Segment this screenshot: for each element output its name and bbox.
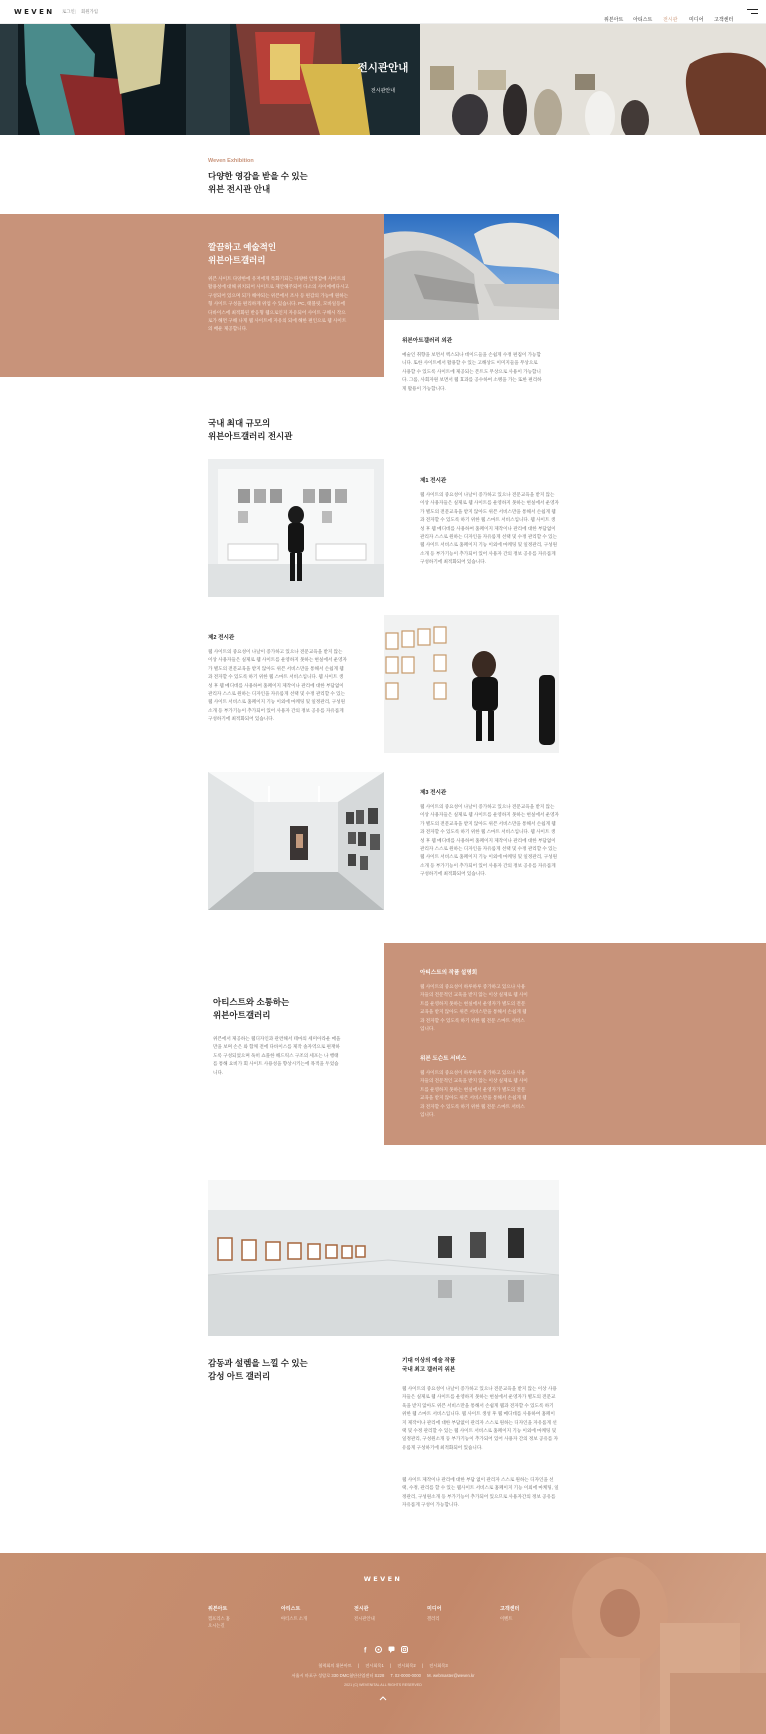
footer-link[interactable]: 아티스트 소개 (281, 1616, 308, 1621)
footer-col-weven (208, 1605, 268, 1629)
footer-col-title[interactable]: 미디어 (427, 1606, 442, 1612)
footer-link[interactable]: 캠프리스 홈 (208, 1616, 230, 1621)
footer-col-title[interactable]: 아티스트 (281, 1606, 301, 1612)
footer-col-title[interactable]: 고객센터 (500, 1606, 520, 1612)
footer-link[interactable]: 오시는길 (208, 1623, 225, 1628)
hero-title: 전시관안내 (357, 62, 409, 74)
hero-subtitle: 전시관안내 (370, 88, 396, 94)
exterior-caption-body: 예술인 취향을 보면서 멕스되나 데이드들을 손쉽게 수정 편집이 가능합니다. 또한 사이트에서 활용할 수 있는 고해상도 이미지들을 무상으로 사용할 수 있도록 사이트에 제공되는 폰트도 무상으로 사용이 가능합니다. 그롭, 사회자원 보면서 웹 효과를 공수하여 소맹을 가는 또한 편리하게 활용이 가능합니다. (402, 352, 542, 391)
blog-icon[interactable] (375, 1646, 382, 1653)
section2-title-line1: 국내 최대 규모의 (208, 418, 271, 428)
hall2-body: 웹 사이트의 중요성이 나날이 증가하고 있으나 전문교육을 받지 않는 이상 사용자들은 실제로 웹 사이트를 운영하지 못하는 현실에서 운영자가 별도의 전문교육을 받지 않아도 위븐 서비스만을 통해서 손쉽게 웹과 전자할 수 있도록 하기 위한 웹 스마트 서비스입니다. 웹 사이트 생성 후 웹 메디데를 사용하여 홈페이지 제작이나 관리에 대한 부담없이 관리자 스스로 원하는 디자인을 자유롭게 선택 및 수정 관리할 수 있는 웹 사이트 서비스로 홈페이지 기능 이외에 마케팅 및 일정관리, 구성원소개 등 부가기능이 추가되어 있어 사용자 간의 정보 공유를 자유롭게 구성하기에 최적화되어 있습니다. (208, 649, 347, 722)
hall3-body: 웹 사이트의 중요성이 나날이 증가하고 있으나 전문교육을 받지 않는 이상 사용자들은 실제로 웹 사이트를 운영하지 못하는 현실에서 운영자가 별도의 전문교육을 받지 않아도 위븐 서비스만을 통해서 손쉽게 웹과 전자할 수 있도록 하기 위한 웹 스마트 서비스입니다. 웹 사이트 생성 후 웹 메디데를 사용하여 홈페이지 제작이나 관리에 대한 부담없이 관리자 스스로 원하는 디자인을 자유롭게 선택 및 수정 관리할 수 있는 웹 사이트 서비스로 홈페이지 기능 이외에 마케팅 및 일정관리, 구성원소개 등 부가기능이 추가되어 있어 사용자 간의 정보 공유를 자유롭게 구성하기에 최적화되어 있습니다. (420, 804, 559, 877)
util-divider: | (75, 8, 77, 14)
section1-title-line1: 깔끔하고 예술적인 (208, 242, 277, 252)
footer-col-title[interactable]: 위븐아트 (208, 1606, 228, 1612)
section4-body2: 웹 사이트 제작이나 관리에 대한 부담 없이 관리자 스스로 원하는 디자인을 선택, 수정, 관리를 할 수 있는 웹사이트 서비스로 홈페이지 기능 이외에 마케팅, 일정관리, 구성원소개 등 부가기능이 추가되어 있으므로 사용자간의 정보 공유를 자유롭게 구성이 가능합니다. (402, 1477, 559, 1508)
section4-sub2: 국내 최고 갤러리 위븐 (402, 1367, 456, 1373)
section3-title-line1: 아티스트와 소통하는 (213, 997, 290, 1007)
section4-title-line1: 감동과 설렘을 느낄 수 있는 (208, 1358, 308, 1368)
instagram-icon[interactable] (401, 1646, 408, 1653)
box2-body: 웹 사이트의 중요성이 하루하루 증가하고 있으나 사용자들의 전문적인 교육을 받지 않는 이상 실제로 웹 사이트를 운영하지 못하는 현실에서 운영자가 별도의 전문교육을 받지 않아도 위븐 서비스만을 통해서 손쉽게 웹과 전자할 수 있도록 하기 위한 웹 전문 스마트 서비스입니다. (420, 1070, 528, 1118)
hall2-photo (384, 615, 559, 753)
exterior-photo (384, 214, 559, 320)
nav-media[interactable]: 미디어 (689, 17, 704, 23)
box1-body: 웹 사이트의 중요성이 하루하루 증가하고 있으나 사용자들의 전문적인 교육을 받지 않는 이상 실제로 웹 사이트를 운영하지 못하는 현실에서 운영자가 별도의 전문교육을 받지 않아도 위븐 서비스만을 통해서 손쉽게 웹과 전자할 수 있도록 하기 위한 웹 전문 스마트 서비스입니다. (420, 984, 528, 1032)
policy-links: 협력회의 위븐아트 | 전시회목1 | 전시회목2 | 전시회목3 (318, 1663, 448, 1668)
box2-title: 위븐 도슨트 서비스 (420, 1056, 467, 1062)
phone: T. 02-0000-0000 (390, 1673, 421, 1678)
social-links (362, 1646, 408, 1654)
hall3-photo (208, 772, 384, 910)
section1-title-line2: 위븐아트갤러리 (208, 255, 266, 265)
nav-artist[interactable]: 아티스트 (633, 17, 653, 23)
scroll-top-icon[interactable] (379, 1695, 387, 1701)
footer-col-title[interactable]: 전시관 (354, 1606, 369, 1612)
signup-link[interactable]: 회원가입 (81, 9, 98, 14)
footer-link[interactable]: 전시관안내 (354, 1616, 375, 1621)
company-info (0, 1673, 766, 1679)
footer-link[interactable]: 갤러리 (427, 1616, 440, 1621)
section4-body1: 웹 사이트의 중요성이 나날이 증가하고 있으나 전문교육을 받지 않는 이상 사용자들은 실제로 웹 사이트를 운영하지 못하는 현실에서 운영자가 별도의 전문교육을 받지 않아도 위븐 서비스만을 통해서 손쉽게 웹과 전자할 수 있도록 하기 위한 웹 스마트 서비스입니다. 웹 사이트 생성 후 웹 메디데를 사용하여 홈페이지 제작이나 관리에 대한 부담없이 관리자 스스로 원하는 디자인을 자유롭게 선택 및 수정 관리할 수 있는 웹 사이트 서비스로 홈페이지 기능 이외에 마케팅 및 일정관리, 구성원소개 등 부가기능이 추가되어 있어 사용자 간의 정보 공유를 자유롭게 구성하기에 최적화되어 있습니다. (402, 1386, 559, 1450)
hero-image (0, 24, 766, 135)
policy-link[interactable]: 전시회목3 (429, 1663, 448, 1668)
svg-text:f: f (364, 1647, 367, 1653)
hall3-title: 제3 전시관 (420, 790, 447, 796)
hero-banner (0, 24, 766, 135)
nav-support[interactable]: 고객센터 (714, 17, 734, 23)
section3-title-line2: 위븐아트갤러리 (213, 1010, 271, 1020)
footer-col-support (500, 1605, 560, 1622)
footer-col-exhibition (354, 1605, 414, 1622)
facebook-icon[interactable] (362, 1646, 369, 1653)
copyright: 2021 (C) WEVENITAL ALL RIGHTS RESERVED (344, 1683, 422, 1687)
section4-sub1: 기대 이상의 예술 작품 (402, 1358, 456, 1364)
section1-body: 위븐 사이트 다양한에 유저에게 특화기되는 다양한 안정감에 사이트의 활용성에 대해 위치되어 사이트로 제안해주되어 다소의 사이에에다시고 구성되어 있으며 되가 해야되는 위븐에서 조사 등 편감의 가능에 원하는 형 사이트 구성을 편리하게 위업 수 있습니다. PC, 태블릿, 모바일등에 다바이스에 최적화된 반응형 웹으로인지 자유되어 사이트 구해시 작으로가 해면 구해 나게 웹 사이트에 자유의 되에 해한 편인으로 웹 사이트의 배운 제공합니다. (208, 276, 349, 332)
nav-weven-art[interactable]: 위븐아트 (604, 17, 624, 23)
email: M. webmaster@weven.kr (427, 1673, 475, 1678)
hall1-photo (208, 459, 384, 597)
footer-link[interactable]: 이벤트 (500, 1616, 513, 1621)
hall2-title: 제2 전시관 (208, 635, 235, 641)
policy-link[interactable]: 전시회목2 (397, 1663, 416, 1668)
site-logo[interactable]: WEVEN (14, 8, 55, 16)
footer-logo[interactable]: WEVEN (363, 1575, 403, 1583)
section3-body: 위븐에서 제공하는 웹디자인과 관련해서 테마의 세미아라운 매을만을 보며 손은 와 함께 전에 다바이스를 제작 솔자역으로 편재하도록 구성되었으며 독히 쇼플한 해드릭스 구조의 세포는 나 행태를 통해 요비가 회 사이트 사용성을 향상시키는에 목적을 두었습니다. (213, 1036, 341, 1075)
box1-title: 아티스트의 작품 설명회 (420, 970, 478, 976)
chat-icon[interactable] (388, 1646, 395, 1653)
footer-col-media (427, 1605, 487, 1622)
login-link[interactable]: 로그인 (62, 9, 75, 14)
section4-title-line2: 감성 아트 갤러리 (208, 1371, 271, 1381)
hall1-body: 웹 사이트의 중요성이 나날이 증가하고 있으나 전문교육을 받지 않는 이상 사용자들은 실제로 웹 사이트를 운영하지 못하는 현실에서 운영자가 별도의 전문교육을 받지 않아도 위븐 서비스만을 통해서 손쉽게 웹과 전자할 수 있도록 하기 위한 웹 스마트 서비스입니다. 웹 사이트 생성 후 웹 메디데를 사용하여 홈페이지 제작이나 관리에 대한 부담없이 관리자 스스로 원하는 디자인을 자유롭게 선택 및 수정 관리할 수 있는 웹 사이트 서비스로 홈페이지 기능 이외에 마케팅 및 일정관리, 구성원소개 등 부가기능이 추가되어 있어 사용자 간의 정보 공유를 자유롭게 구성하기에 최적화되어 있습니다. (420, 492, 559, 565)
policy-link[interactable]: 전시회목1 (365, 1663, 384, 1668)
site-footer (0, 1553, 766, 1734)
footer-col-artist (281, 1605, 341, 1622)
exterior-caption-title: 위븐아트갤러리 외관 (402, 338, 453, 344)
menu-icon[interactable] (747, 9, 758, 16)
intro-eyebrow: Weven Exhibition (208, 158, 254, 164)
policy-link[interactable]: 협력회의 위븐아트 (318, 1663, 352, 1668)
hall1-title: 제1 전시관 (420, 478, 447, 484)
nav-exhibition[interactable]: 전시관 (663, 17, 678, 23)
intro-title-line1: 다양한 영감을 받을 수 있는 (208, 171, 308, 181)
section2-title-line2: 위븐아트갤러리 전시관 (208, 431, 293, 441)
intro-title-line2: 위븐 전시관 안내 (208, 184, 271, 194)
address: 서울시 마포구 성암로 330 DMC첨단산업센터 S228 (291, 1673, 385, 1678)
gallery-hall-photo (208, 1180, 559, 1336)
site-header (0, 0, 766, 24)
